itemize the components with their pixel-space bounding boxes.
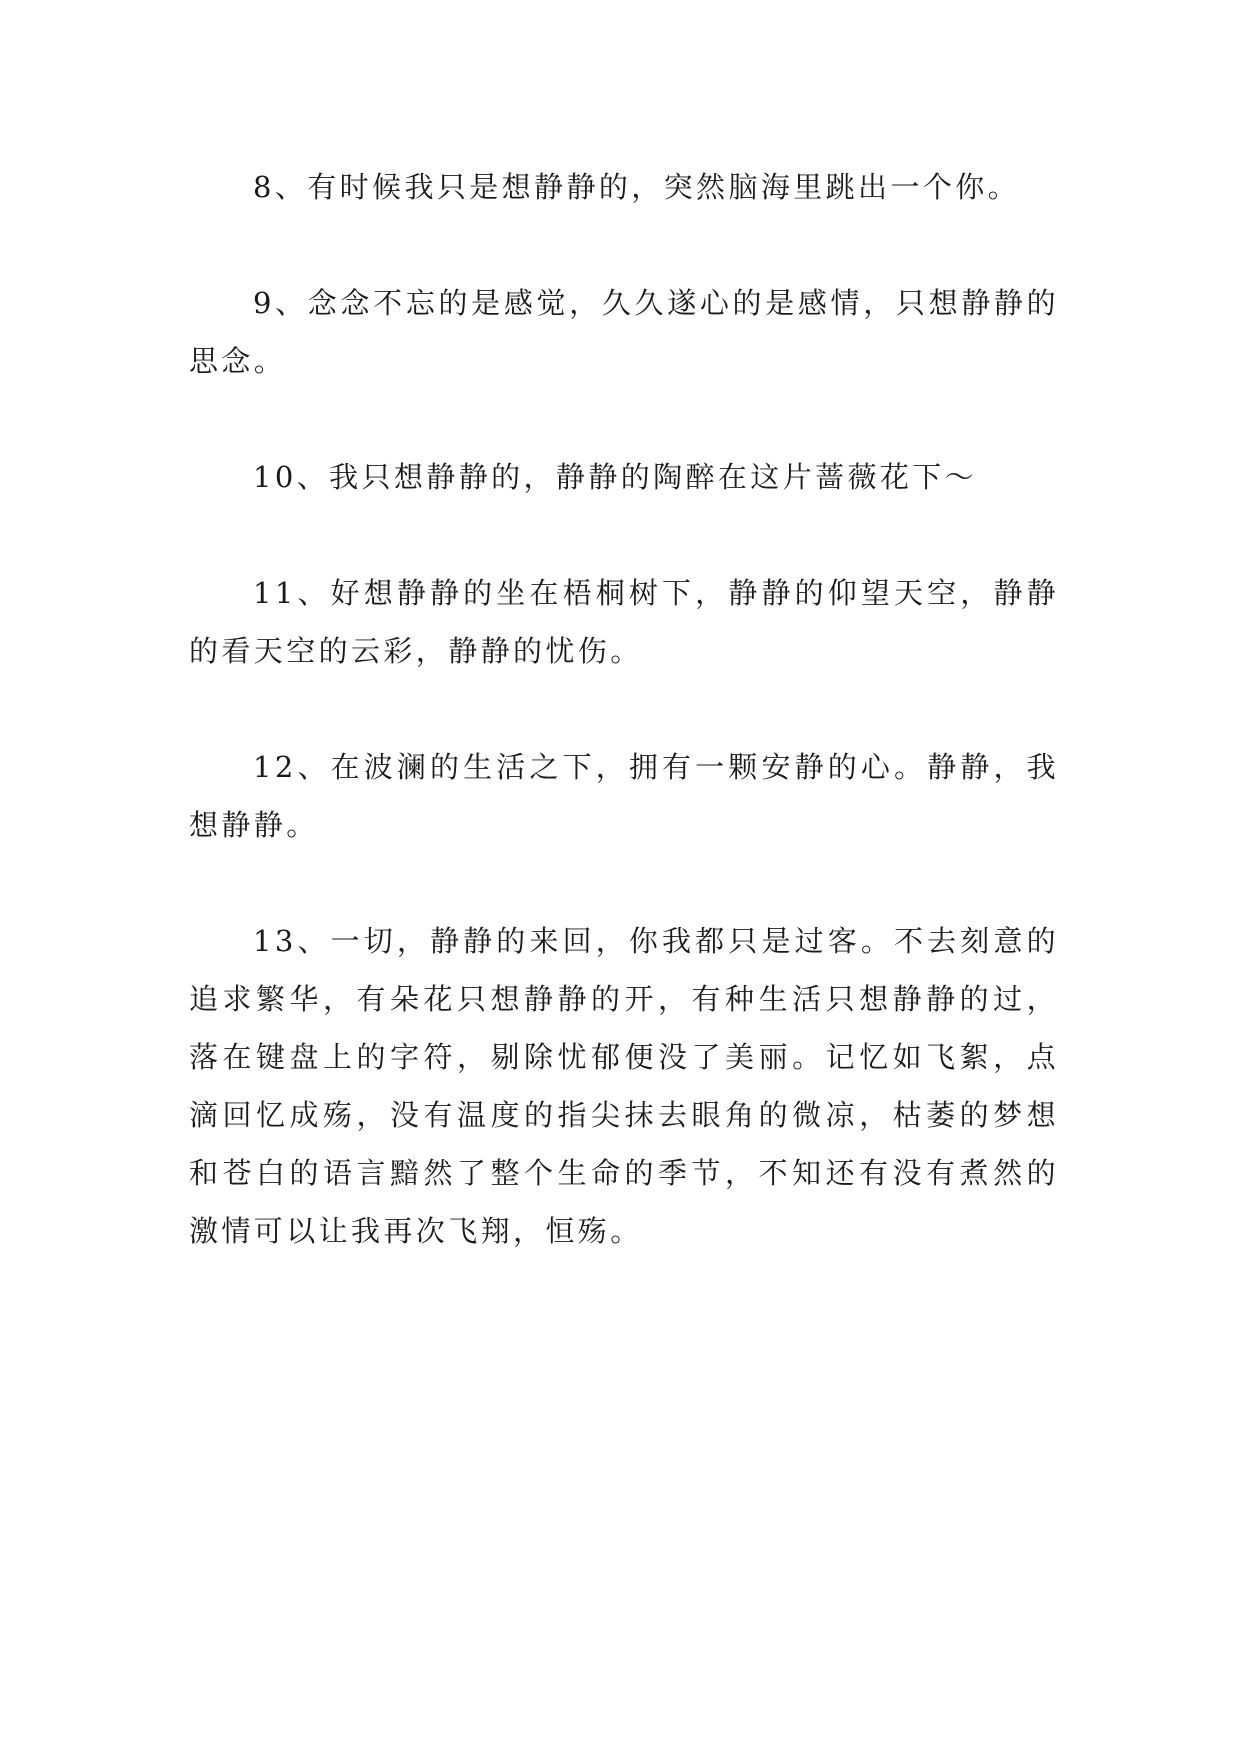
paragraph-9: 9、念念不忘的是感觉，久久遂心的是感情，只想静静的思念。 bbox=[189, 286, 1059, 378]
paragraph-11: 11、好想静静的坐在梧桐树下，静静的仰望天空，静静的看天空的云彩，静静的忧伤。 bbox=[189, 576, 1059, 668]
document-body bbox=[189, 158, 1059, 1318]
paragraph-13: 13、一切，静静的来回，你我都只是过客。不去刻意的追求繁华，有朵花只想静静的开，有种生活只想静静的过，落在键盘上的字符，剔除忧郁便没了美丽。记忆如飞絮，点滴回忆成殇，没有温度的指尖抹去眼角的微凉，枯萎的梦想和苍白的语言黯然了整个生命的季节，不知还有没有煮然的激情可以让我再次飞翔，恒殇。 bbox=[189, 924, 1059, 1248]
paragraph-12: 12、在波澜的生活之下，拥有一颗安静的心。静静，我想静静。 bbox=[189, 750, 1059, 842]
paragraph-10: 10、我只想静静的，静静的陶醉在这片蔷薇花下～ bbox=[253, 460, 978, 494]
paragraph-8: 8、有时候我只是想静静的，突然脑海里跳出一个你。 bbox=[253, 170, 1021, 204]
